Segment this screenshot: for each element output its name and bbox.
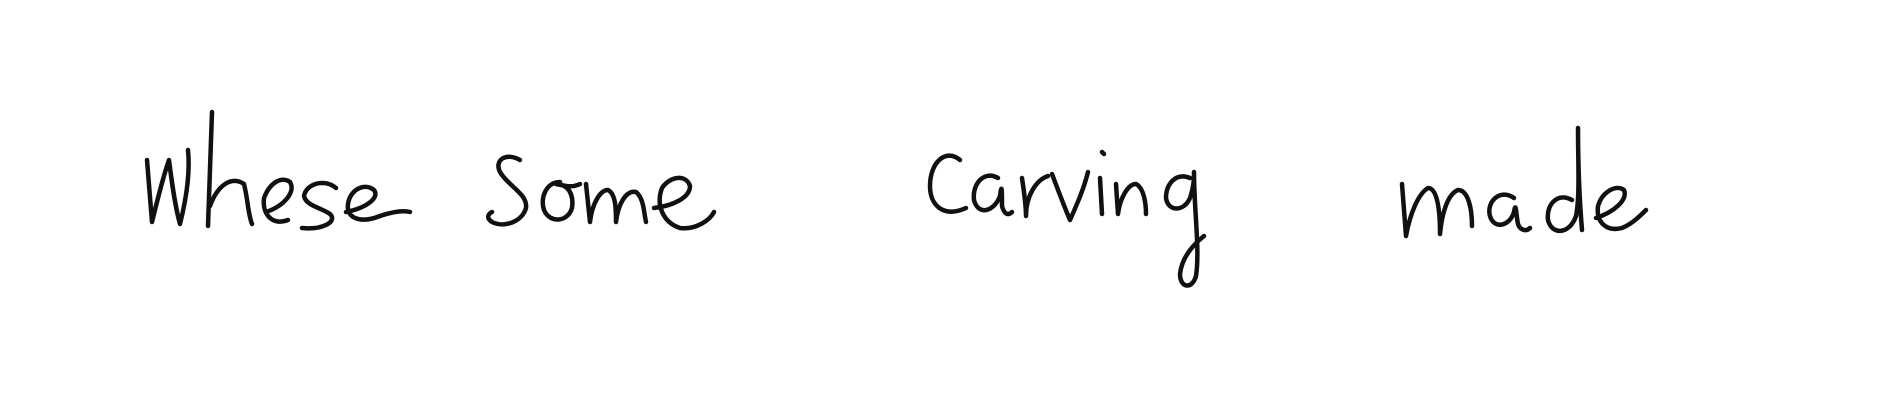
handwritten-word-made — [1402, 128, 1646, 236]
handwritten-word-whese — [147, 112, 410, 228]
handwritten-word-some — [488, 157, 714, 228]
handwritten-word-carving — [930, 152, 1204, 286]
